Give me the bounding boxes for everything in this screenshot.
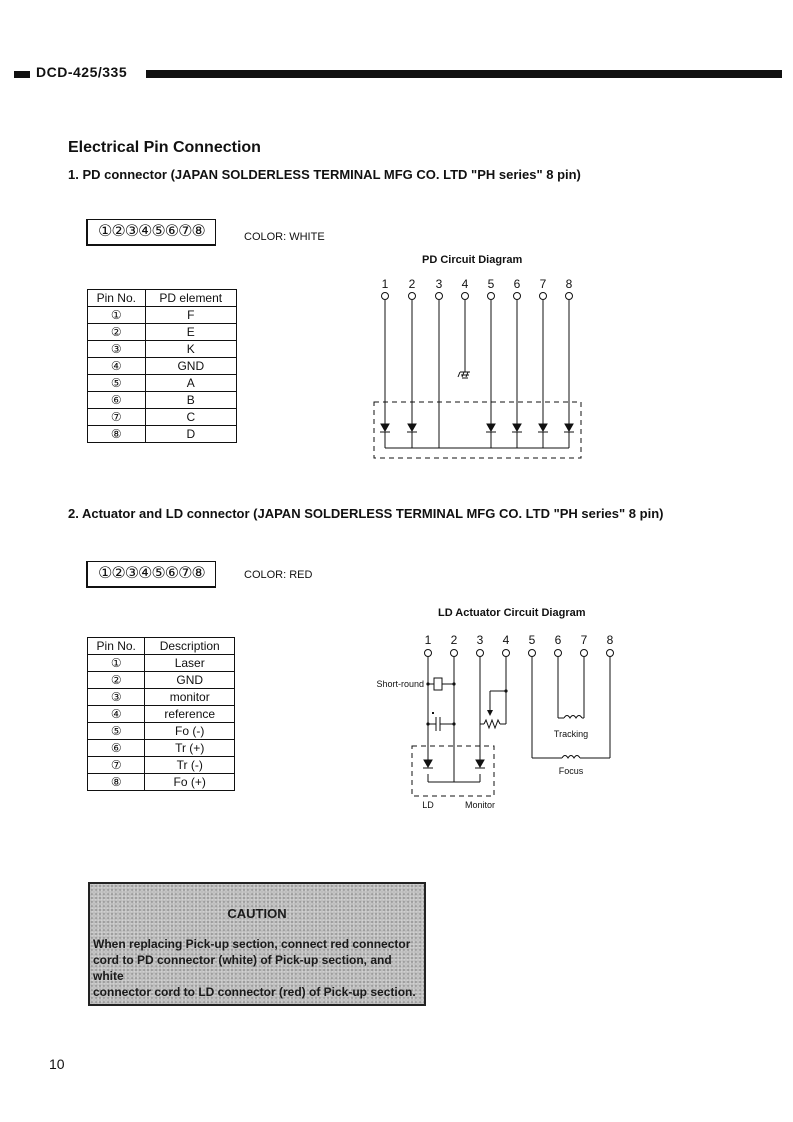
laser-diode-icon xyxy=(423,760,433,768)
pin-no-cell: ⑧ xyxy=(88,774,145,791)
wiper-arrow-icon xyxy=(487,710,493,716)
tracking-label: Tracking xyxy=(553,729,589,739)
page-number: 10 xyxy=(49,1056,65,1072)
pin-no-cell: ⑤ xyxy=(88,723,145,740)
photodiode-icon xyxy=(407,424,417,432)
photodiode-icon xyxy=(380,424,390,432)
table-row xyxy=(88,672,235,689)
pd-package-outline xyxy=(374,402,581,458)
pin-no-cell: ② xyxy=(88,324,146,341)
photodiode-icon xyxy=(512,424,522,432)
pd-connector-color: COLOR: WHITE xyxy=(244,231,325,243)
pin-terminal xyxy=(462,293,469,300)
pin-number-label: 3 xyxy=(435,277,443,291)
pin-number-label: 1 xyxy=(381,277,389,291)
pin-value-cell: GND xyxy=(145,358,236,375)
pin-terminal xyxy=(436,293,443,300)
pin-terminal xyxy=(425,650,432,657)
pin-no-cell: ⑥ xyxy=(88,740,145,757)
pin-terminal xyxy=(529,650,536,657)
pd-connector-heading: 1. PD connector (JAPAN SOLDERLESS TERMINAL MFG CO. LTD "PH series" 8 pin) xyxy=(68,167,581,182)
pin-terminal xyxy=(409,293,416,300)
table-row xyxy=(88,409,237,426)
ground-icon xyxy=(458,372,470,378)
pin-no-cell: ④ xyxy=(88,706,145,723)
pin-terminal xyxy=(555,650,562,657)
header-marker-bar xyxy=(14,71,30,78)
resistor-icon xyxy=(484,720,500,728)
pd-diagram-title: PD Circuit Diagram xyxy=(422,254,523,266)
caution-line: cord to PD connector (white) of Pick-up section, and white xyxy=(93,953,392,983)
caution-body xyxy=(93,936,423,1000)
monitor-diode-icon xyxy=(475,760,485,768)
table-row xyxy=(88,375,237,392)
section-title: Electrical Pin Connection xyxy=(68,139,261,156)
ld-connector-color: COLOR: RED xyxy=(244,569,313,581)
table-row xyxy=(88,324,237,341)
pin-terminal xyxy=(566,293,573,300)
table-row xyxy=(88,689,235,706)
pin-value-cell: K xyxy=(145,341,236,358)
ld-label: LD xyxy=(422,800,434,810)
tracking-coil-icon xyxy=(564,716,582,719)
table-header-cell: Pin No. xyxy=(88,638,145,655)
table-header-cell: Description xyxy=(145,638,235,655)
pin-number-label: 2 xyxy=(450,633,458,647)
pin-terminal xyxy=(382,293,389,300)
pin-no-cell: ④ xyxy=(88,358,146,375)
table-row xyxy=(88,740,235,757)
pin-value-cell: D xyxy=(145,426,236,443)
table-row xyxy=(88,774,235,791)
table-header-row xyxy=(88,638,235,655)
pin-terminal xyxy=(477,650,484,657)
pin-terminal xyxy=(607,650,614,657)
pin-no-cell: ① xyxy=(88,307,146,324)
table-row xyxy=(88,706,235,723)
pin-value-cell: reference xyxy=(145,706,235,723)
pin-number-label: 6 xyxy=(513,277,521,291)
focus-coil-icon xyxy=(562,756,580,759)
table-row xyxy=(88,341,237,358)
table-row xyxy=(88,723,235,740)
ld-diagram-title: LD Actuator Circuit Diagram xyxy=(438,607,586,619)
pin-number-label: 4 xyxy=(461,277,469,291)
pin-number-label: 5 xyxy=(487,277,495,291)
pin-terminal xyxy=(488,293,495,300)
table-row xyxy=(88,392,237,409)
ld-pin-table xyxy=(87,637,235,791)
pd-circuit-diagram xyxy=(360,272,600,468)
pin-value-cell: B xyxy=(145,392,236,409)
pin-terminal xyxy=(540,293,547,300)
pin-no-cell: ② xyxy=(88,672,145,689)
pin-value-cell: A xyxy=(145,375,236,392)
pin-number-label: 2 xyxy=(408,277,416,291)
pin-terminal xyxy=(514,293,521,300)
caution-line: When replacing Pick-up section, connect red connector xyxy=(93,937,411,951)
focus-label: Focus xyxy=(558,766,584,776)
caution-line: connector cord to LD connector (red) of Pick-up section. xyxy=(93,985,416,999)
ld-connector-heading: 2. Actuator and LD connector (JAPAN SOLDERLESS TERMINAL MFG CO. LTD "PH series" 8 pin) xyxy=(68,506,664,521)
pin-value-cell: monitor xyxy=(145,689,235,706)
model-code: DCD-425/335 xyxy=(36,64,128,80)
pin-no-cell: ③ xyxy=(88,689,145,706)
table-header-cell: Pin No. xyxy=(88,290,146,307)
header-rule xyxy=(146,70,782,78)
photodiode-icon xyxy=(486,424,496,432)
pin-terminal xyxy=(581,650,588,657)
table-row xyxy=(88,655,235,672)
pin-number-label: 8 xyxy=(565,277,573,291)
pin-value-cell: E xyxy=(145,324,236,341)
pin-no-cell: ⑦ xyxy=(88,757,145,774)
pin-value-cell: Tr (+) xyxy=(145,740,235,757)
pd-pin-table xyxy=(87,289,237,443)
caution-notice xyxy=(88,882,426,1006)
pin-number-label: 8 xyxy=(606,633,614,647)
ld-connector-pins: ①②③④⑤⑥⑦⑧ xyxy=(86,561,216,588)
caution-title: CAUTION xyxy=(227,906,287,921)
table-row xyxy=(88,757,235,774)
pin-number-label: 1 xyxy=(424,633,432,647)
pin-value-cell: GND xyxy=(145,672,235,689)
short-round-link xyxy=(434,678,442,690)
pin-number-label: 5 xyxy=(528,633,536,647)
pin-value-cell: Fo (+) xyxy=(145,774,235,791)
ld-package-outline xyxy=(412,746,494,796)
pin-value-cell: Tr (-) xyxy=(145,757,235,774)
pd-connector-pins: ①②③④⑤⑥⑦⑧ xyxy=(86,219,216,246)
pin-no-cell: ① xyxy=(88,655,145,672)
table-row xyxy=(88,426,237,443)
pin-no-cell: ⑤ xyxy=(88,375,146,392)
photodiode-icon xyxy=(538,424,548,432)
pin-no-cell: ⑧ xyxy=(88,426,146,443)
table-row xyxy=(88,358,237,375)
pin-value-cell: Fo (-) xyxy=(145,723,235,740)
pin-number-label: 7 xyxy=(580,633,588,647)
pin-no-cell: ⑦ xyxy=(88,409,146,426)
pin-number-label: 3 xyxy=(476,633,484,647)
pin-terminal xyxy=(451,650,458,657)
pin-number-label: 7 xyxy=(539,277,547,291)
pin-value-cell: Laser xyxy=(145,655,235,672)
pin-number-label: 4 xyxy=(502,633,510,647)
pin-no-cell: ⑥ xyxy=(88,392,146,409)
table-header-row xyxy=(88,290,237,307)
pin-terminal xyxy=(503,650,510,657)
pin-no-cell: ③ xyxy=(88,341,146,358)
pin-value-cell: C xyxy=(145,409,236,426)
pin-value-cell: F xyxy=(145,307,236,324)
short-round-label: Short-round xyxy=(376,679,424,689)
monitor-label: Monitor xyxy=(464,800,496,810)
table-header-cell: PD element xyxy=(145,290,236,307)
ld-actuator-circuit-diagram xyxy=(370,626,620,816)
pin-number-label: 6 xyxy=(554,633,562,647)
table-row xyxy=(88,307,237,324)
photodiode-icon xyxy=(564,424,574,432)
